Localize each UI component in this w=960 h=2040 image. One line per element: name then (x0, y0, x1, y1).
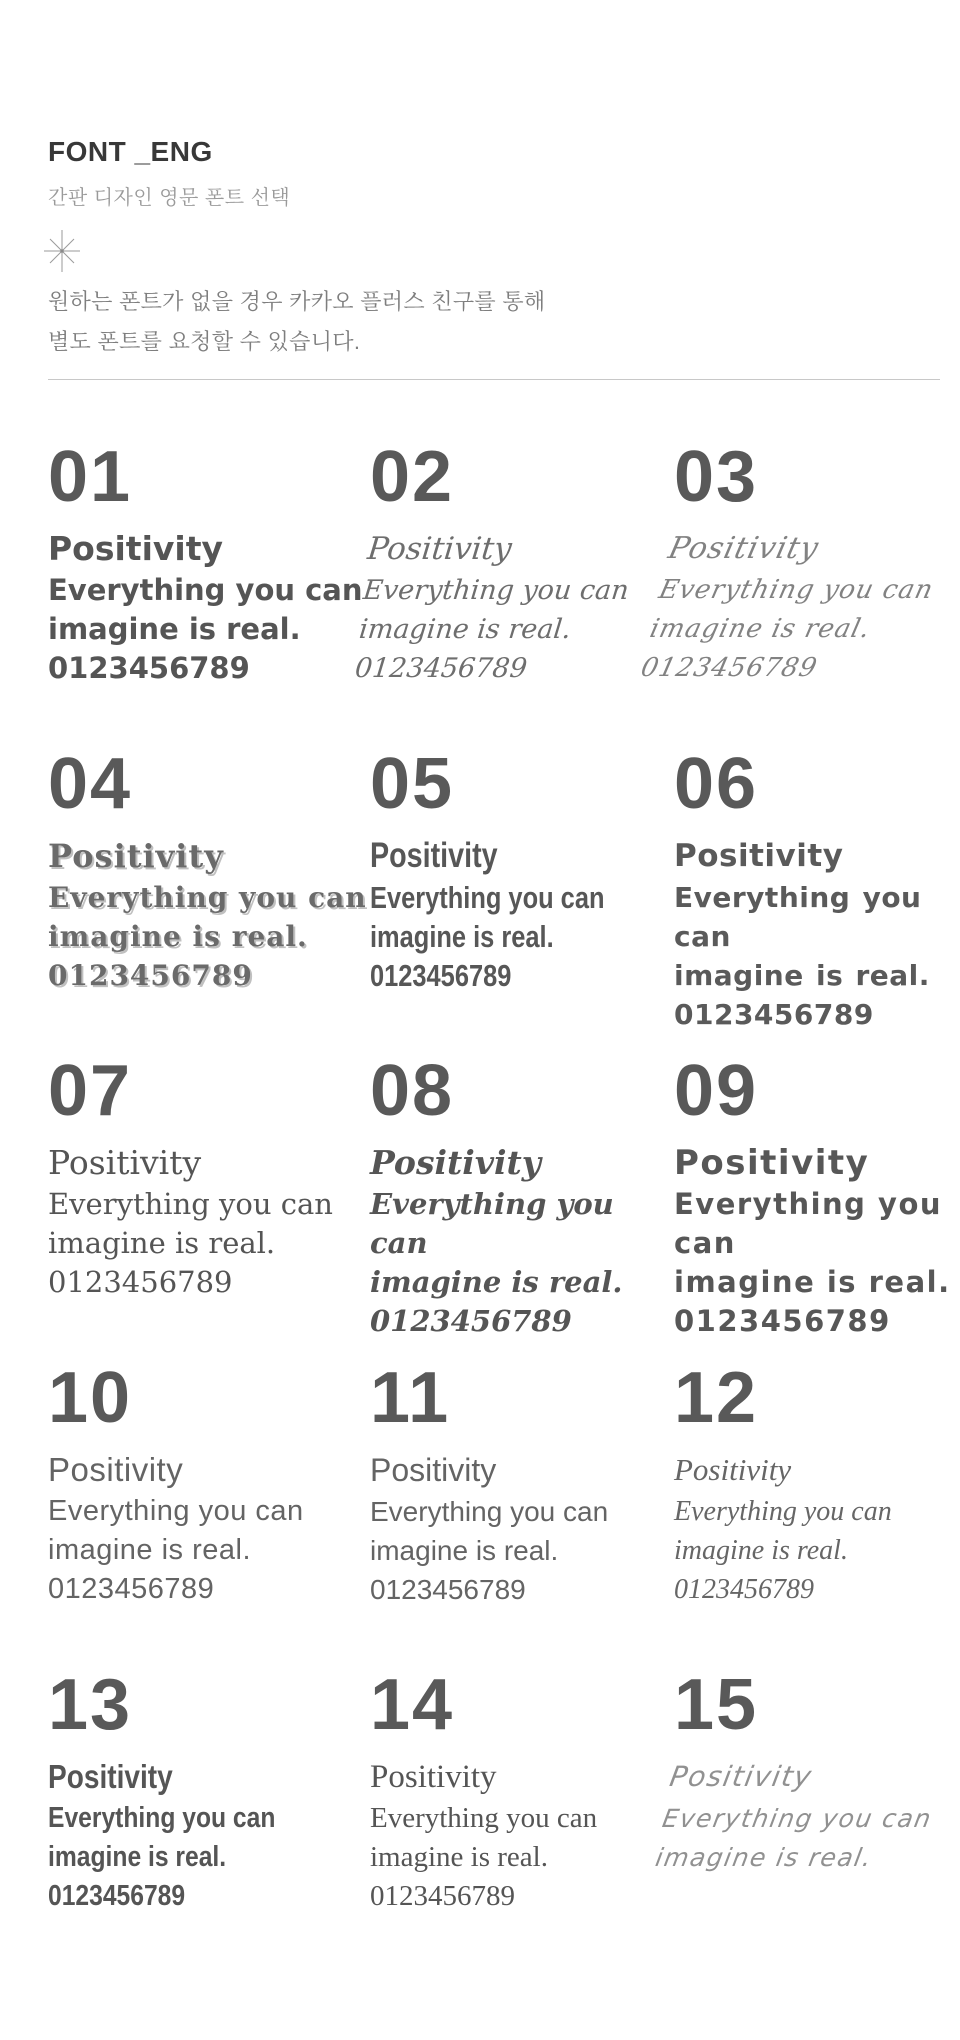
sample-number: 13 (48, 1665, 133, 1745)
sample-font-name: Positivity (370, 1759, 497, 1795)
sample-preview (370, 1755, 674, 1916)
sample-font-name: Positivity (370, 1143, 541, 1182)
sample-digits: 0123456789 (48, 1880, 186, 1912)
sample-preview (48, 1448, 370, 1609)
sample-preview (370, 834, 619, 995)
font-sample-14 (370, 1665, 674, 1976)
sample-preview (637, 527, 960, 688)
sample-line-1: Everything you can (361, 575, 631, 606)
sample-preview (370, 1141, 674, 1341)
font-sample-13 (48, 1665, 370, 1976)
sample-preview (674, 834, 960, 1034)
sample-digits: 0123456789 (353, 653, 529, 684)
sample-line-2: imagine is real. (674, 1535, 848, 1566)
sample-font-name: Positivity (674, 838, 844, 874)
sample-digits: 0123456789 (48, 1573, 215, 1605)
sample-preview (674, 1448, 960, 1609)
page-subtitle: 간판 디자인 영문 폰트 선택 (48, 187, 291, 209)
sample-preview (48, 527, 370, 688)
font-sample-05 (370, 744, 674, 1055)
sample-line-1: Everything you can (370, 1496, 609, 1527)
sample-line-2: imagine is real. (370, 919, 554, 954)
sample-line-1: Everything you can (674, 1496, 892, 1527)
font-sample-15 (653, 1665, 960, 1976)
sample-line-1: Everything you can (48, 1495, 304, 1527)
sample-digits: 0123456789 (370, 958, 512, 993)
sample-font-name: Positivity (48, 1758, 173, 1795)
sample-line-2: imagine is real. (646, 614, 874, 644)
sample-line-2: imagine is real. (48, 1534, 252, 1566)
sample-number: 05 (370, 744, 455, 824)
font-sample-03 (637, 437, 960, 748)
sample-digits: 0123456789 (674, 998, 874, 1031)
sample-line-2: imagine is real. (48, 920, 308, 953)
sample-line-1: Everything you can (674, 881, 922, 953)
sample-digits: 0123456789 (48, 651, 250, 685)
sample-font-name: Positivity (667, 1760, 816, 1793)
sample-preview (48, 1755, 322, 1916)
sample-preview (370, 1448, 674, 1609)
sample-font-name: Positivity (674, 1143, 870, 1183)
sample-font-name: Positivity (370, 1452, 497, 1488)
font-sample-11 (370, 1358, 674, 1669)
sample-number: 14 (370, 1665, 455, 1745)
font-sample-10 (48, 1358, 370, 1669)
sample-number: 02 (370, 437, 455, 517)
sample-digits: 0123456789 (674, 1574, 814, 1605)
sample-line-1: Everything you can (48, 1802, 276, 1834)
sample-digits: 0123456789 (674, 1304, 891, 1338)
sample-preview (353, 527, 674, 688)
font-sample-04 (48, 744, 370, 1055)
sample-number: 10 (48, 1358, 133, 1438)
sample-font-name: Positivity (664, 531, 823, 566)
font-sample-09 (674, 1051, 960, 1362)
sample-line-2: imagine is real. (653, 1843, 875, 1872)
sample-line-1: Everything you can (370, 880, 605, 915)
sample-font-name: Positivity (48, 1451, 184, 1488)
sample-digits: 0123456789 (637, 653, 821, 683)
sample-number: 12 (674, 1358, 759, 1438)
font-sample-02 (353, 437, 674, 748)
sample-line-1: Everything you can (370, 1802, 598, 1834)
sample-line-2: imagine is real. (48, 1226, 276, 1260)
sample-line-2: imagine is real. (370, 1841, 548, 1873)
sample-line-2: imagine is real. (370, 1535, 559, 1566)
sample-digits: 0123456789 (370, 1304, 572, 1338)
sample-number: 06 (674, 744, 759, 824)
sample-digits: 0123456789 (370, 1880, 515, 1912)
font-sample-06 (674, 744, 960, 1055)
sample-line-2: imagine is real. (674, 959, 930, 992)
font-samples-grid (48, 437, 960, 1976)
sample-line-1: Everything you can (660, 1804, 935, 1833)
sample-font-name: Positivity (365, 531, 514, 567)
sample-line-1: Everything you can (674, 1187, 943, 1260)
sample-digits: 0123456789 (370, 1574, 526, 1605)
font-sample-01 (48, 437, 370, 748)
sample-font-name: Positivity (48, 1143, 202, 1182)
sample-line-1: Everything you can (48, 881, 367, 914)
section-divider (48, 379, 940, 380)
sample-number: 01 (48, 437, 133, 517)
sample-preview (48, 834, 370, 995)
sample-line-2: imagine is real. (357, 614, 573, 645)
sample-number: 15 (674, 1665, 759, 1745)
sample-line-1: Everything you can (370, 1187, 614, 1260)
font-sample-12 (674, 1358, 960, 1669)
sample-preview (674, 1141, 960, 1341)
font-sample-07 (48, 1051, 370, 1362)
page-title: FONT _ENG (48, 136, 213, 167)
sample-number: 03 (674, 437, 759, 517)
sample-line-1: Everything you can (48, 1187, 333, 1221)
sample-font-name: Positivity (674, 1452, 792, 1487)
sample-preview (48, 1141, 370, 1302)
sample-preview (652, 1755, 960, 1877)
note-line-2: 별도 폰트를 요청할 수 있습니다. (48, 329, 361, 354)
sample-number: 11 (370, 1358, 451, 1438)
font-sample-08 (370, 1051, 674, 1362)
sample-font-name: Positivity (48, 529, 224, 568)
sample-number: 09 (674, 1051, 759, 1131)
sample-number: 07 (48, 1051, 133, 1131)
sample-digits: 0123456789 (48, 959, 253, 992)
sample-line-1: Everything you can (655, 575, 937, 605)
sample-number: 04 (48, 744, 133, 824)
sample-digits: 0123456789 (48, 1265, 233, 1299)
sample-line-2: imagine is real. (48, 1841, 227, 1873)
note-text (48, 282, 545, 362)
note-line-1: 원하는 폰트가 없을 경우 카카오 플러스 친구를 통해 (48, 289, 546, 314)
sample-line-2: imagine is real. (370, 1265, 623, 1299)
sample-font-name: Positivity (48, 837, 224, 875)
asterisk-star-icon (44, 228, 80, 279)
sample-line-2: imagine is real. (674, 1265, 951, 1299)
sample-line-1: Everything you can (48, 573, 363, 607)
sample-line-2: imagine is real. (48, 612, 301, 646)
sample-number: 08 (370, 1051, 455, 1131)
sample-font-name: Positivity (370, 836, 498, 875)
